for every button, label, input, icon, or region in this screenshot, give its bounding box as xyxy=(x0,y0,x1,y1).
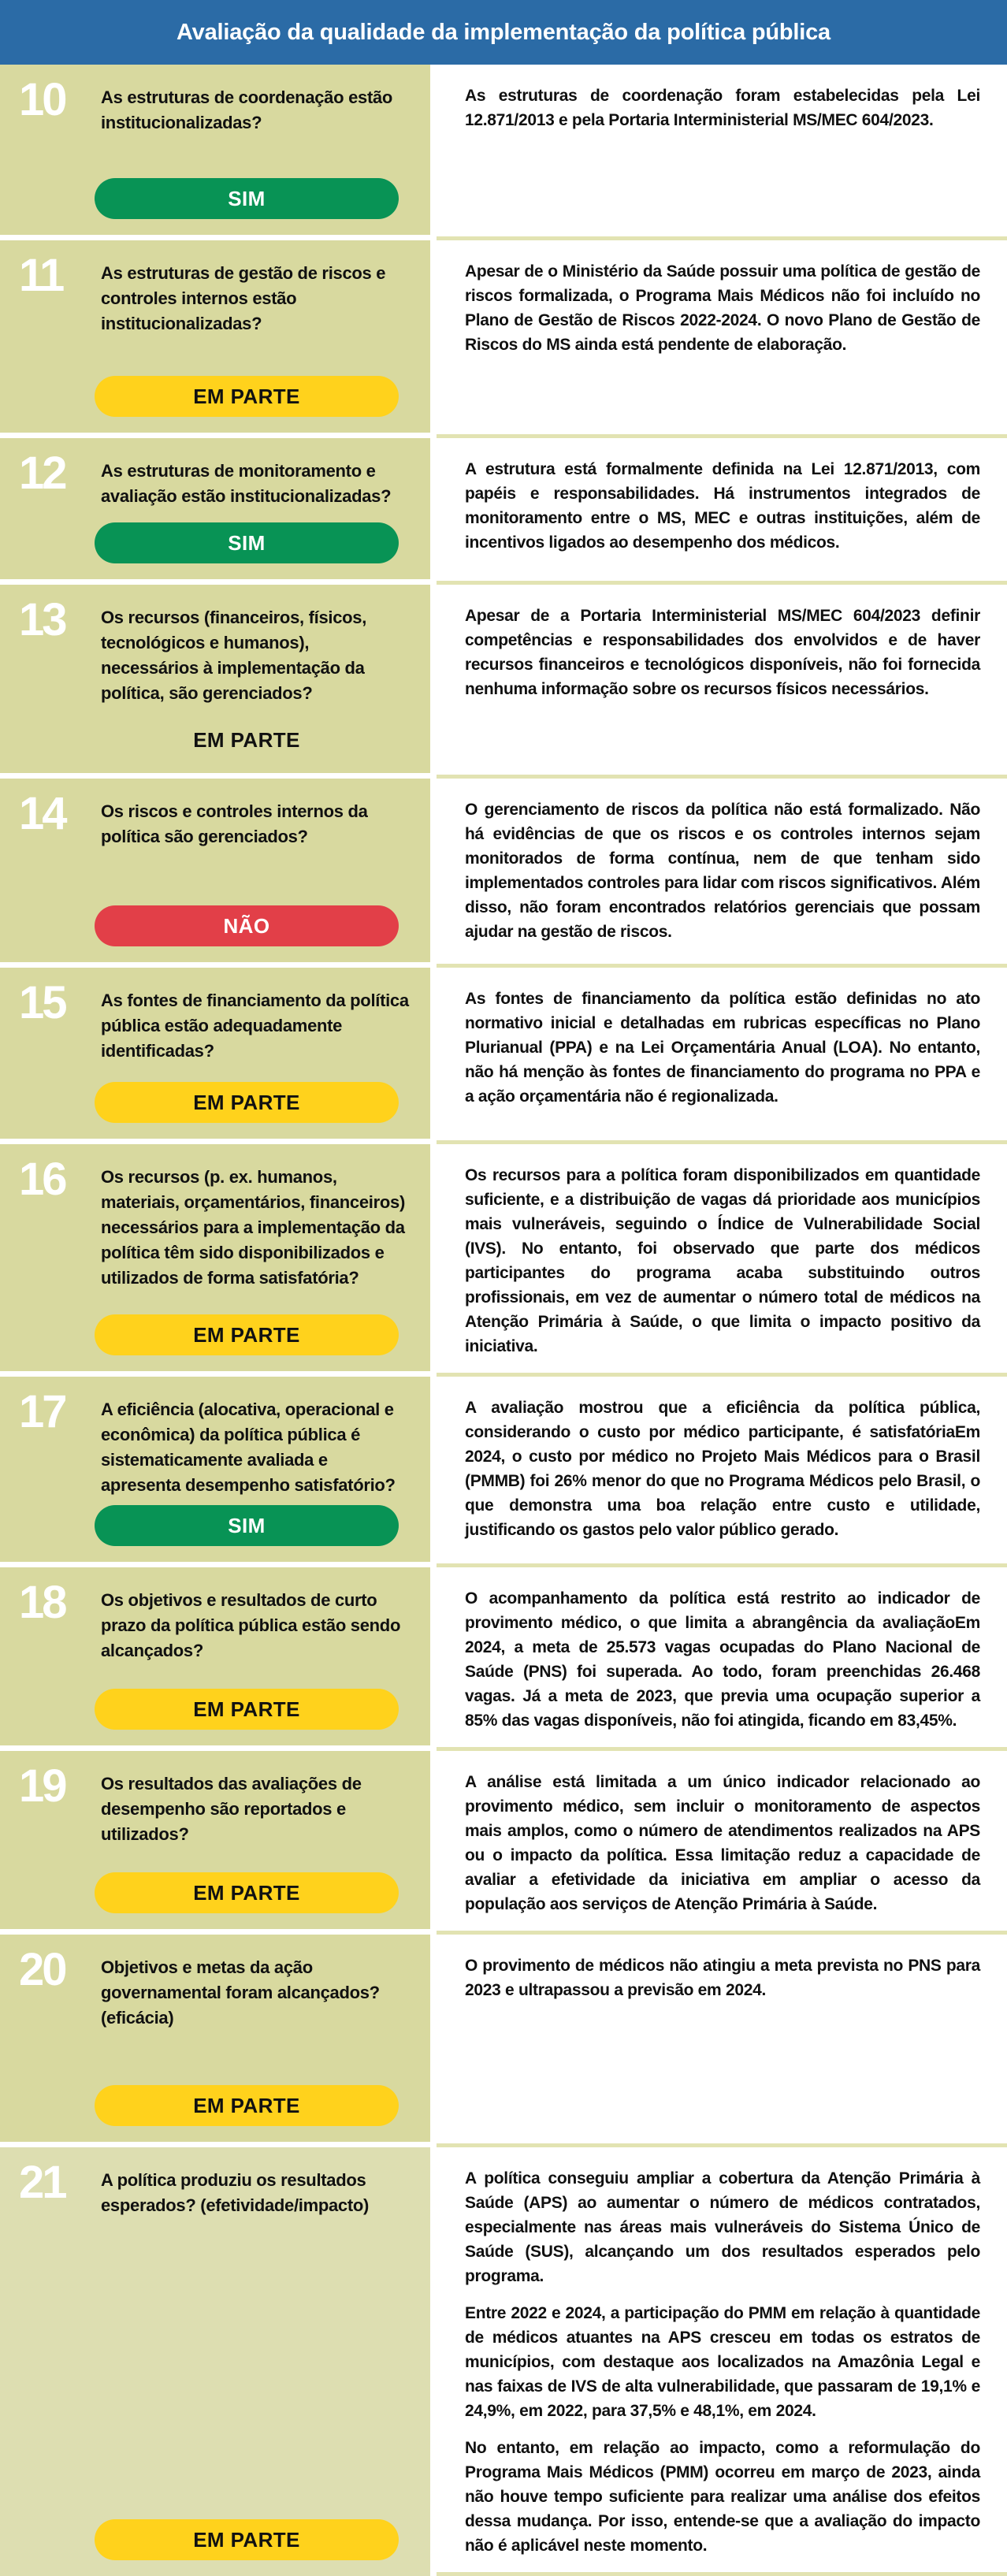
question-text: Objetivos e metas da ação governamental foram alcançados? (eficácia) xyxy=(101,1957,380,2028)
answer-cell xyxy=(437,240,1007,438)
question-number: 21 xyxy=(19,2157,65,2208)
answer-cell xyxy=(437,779,1007,968)
page-header xyxy=(0,0,1007,65)
status-badge: EM PARTE xyxy=(95,1872,399,1913)
status-badge: SIM xyxy=(95,522,399,563)
answer-paragraph: O gerenciamento de riscos da política não está formalizado. Não há evidências de que os riscos e os controles internos sejam monitorados de forma contínua, nem de que tenham sido implementados controles para lidar com riscos significativos. Além disso, não foram encontrados relatórios gerenciais que possam ajudar na gestão de riscos. xyxy=(465,801,980,941)
status-badge: EM PARTE xyxy=(95,1314,399,1355)
status-badge: SIM xyxy=(95,1505,399,1546)
evaluation-row-15 xyxy=(0,968,1007,1144)
question-number: 14 xyxy=(19,788,65,839)
evaluation-row-14 xyxy=(0,779,1007,968)
question-cell xyxy=(0,1567,430,1751)
evaluation-row-11 xyxy=(0,240,1007,438)
answer-paragraph: As estruturas de coordenação foram estabelecidas pela Lei 12.871/2013 e pela Portaria Interministerial MS/MEC 604/2023. xyxy=(465,87,980,129)
question-text: As fontes de financiamento da política pública estão adequadamente identificadas? xyxy=(101,991,409,1061)
question-text: As estruturas de coordenação estão institucionalizadas? xyxy=(101,87,393,132)
question-cell xyxy=(0,1377,430,1567)
question-text: Os riscos e controles internos da política são gerenciados? xyxy=(101,801,368,846)
question-number: 18 xyxy=(19,1577,65,1628)
question-cell xyxy=(0,1935,430,2147)
question-text: Os resultados das avaliações de desempenho são reportados e utilizados? xyxy=(101,1774,362,1844)
status-badge: EM PARTE xyxy=(95,2519,399,2560)
question-text: As estruturas de monitoramento e avaliação estão institucionalizadas? xyxy=(101,461,392,506)
evaluation-row-13 xyxy=(0,585,1007,779)
answer-cell xyxy=(437,1144,1007,1377)
question-number: 17 xyxy=(19,1386,65,1437)
question-number: 11 xyxy=(19,250,63,301)
question-cell xyxy=(0,2147,430,2576)
evaluation-row-10 xyxy=(0,65,1007,240)
answer-paragraph: A avaliação mostrou que a eficiência da política pública, considerando o custo por médico participante, é satisfatóriaEm 2024, o custo por médico no Projeto Mais Médicos para o Brasil (PMMB) foi 26% menor do que no Programa Médicos pelo Brasil, o que demonstra uma boa relação entre custo e utilidade, justificando os gastos pelo valor público gerado. xyxy=(465,1399,980,1539)
question-text: Os recursos (financeiros, físicos, tecnológicos e humanos), necessários à implementação da política, são gerenciados? xyxy=(101,608,367,703)
answer-paragraph: As fontes de financiamento da política estão definidas no ato normativo inicial e detalhadas em rubricas específicas no Plano Plurianual (PPA) e na Lei Orçamentária Anual (LOA). No entanto, não há menção às fontes de financiamento do programa no PPA e a ação orçamentária não é regionalizada. xyxy=(465,990,980,1106)
status-badge: EM PARTE xyxy=(95,376,399,417)
answer-cell xyxy=(437,1567,1007,1751)
answer-paragraph: Os recursos para a política foram disponibilizados em quantidade suficiente, e a distribuição de vagas dá prioridade aos municípios mais vulneráveis, seguindo o Índice de Vulnerabilidade Social (IVS). No entanto, foi observado que parte dos médicos participantes do programa acaba substituindo outros profissionais, em vez de aumentar o número total de médicos na Atenção Primária à Saúde, o que limita o impacto positivo da iniciativa. xyxy=(465,1166,980,1355)
question-number: 19 xyxy=(19,1760,65,1812)
answer-cell xyxy=(437,585,1007,779)
question-number: 15 xyxy=(19,977,65,1028)
answer-paragraph: Apesar de o Ministério da Saúde possuir uma política de gestão de riscos formalizada, o Programa Mais Médicos não foi incluído no Plano de Gestão de Riscos 2022-2024. O novo Plano de Gestão de Riscos do MS ainda está pendente de elaboração. xyxy=(465,262,980,354)
answer-cell xyxy=(437,65,1007,240)
status-badge: EM PARTE xyxy=(95,1082,399,1123)
answer-cell xyxy=(437,1751,1007,1935)
status-badge: EM PARTE xyxy=(95,1689,399,1730)
question-number: 10 xyxy=(19,74,65,125)
question-cell xyxy=(0,1144,430,1377)
answer-paragraph: Entre 2022 e 2024, a participação do PMM em relação à quantidade de médicos atuantes na APS cresceu em todas os estratos de municípios, com destaque aos localizados na Amazônia Legal e nas faixas de IVS de alta vulnerabilidade, que passaram de 19,1% e 24,9%, em 2022, para 37,5% e 48,1%, em 2024. xyxy=(465,2304,980,2420)
evaluation-row-20 xyxy=(0,1935,1007,2147)
question-number: 16 xyxy=(19,1154,65,1205)
status-badge: EM PARTE xyxy=(95,2085,399,2126)
evaluation-row-21 xyxy=(0,2147,1007,2576)
answer-paragraph: Apesar de a Portaria Interministerial MS/MEC 604/2023 definir competências e responsabilidades dos envolvidos e de haver recursos financeiros e tecnológicos disponíveis, não foi fornecida nenhuma informação sobre os recursos físicos necessários. xyxy=(465,607,980,698)
answer-cell xyxy=(437,1935,1007,2147)
status-badge: NÃO xyxy=(95,905,399,946)
status-badge: SIM xyxy=(95,178,399,219)
question-text: As estruturas de gestão de riscos e controles internos estão institucionalizadas? xyxy=(101,263,386,333)
answer-paragraph: O acompanhamento da política está restrito ao indicador de provimento médico, o que limita a abrangência da avaliaçãoEm 2024, a meta de 25.573 vagas ocupadas do Plano Nacional de Saúde (PNS) foi superada. Ao todo, foram preenchidas 26.468 vagas. Já a meta de 2023, que previa uma ocupação superior a 85% das vagas disponíveis, não foi atingida, ficando em 83,45%. xyxy=(465,1589,980,1730)
question-cell xyxy=(0,438,430,585)
question-number: 13 xyxy=(19,594,65,645)
question-text: A eficiência (alocativa, operacional e econômica) da política pública é sistematicamente avaliada e apresenta desempenho satisfatório? xyxy=(101,1400,396,1495)
question-cell xyxy=(0,65,430,240)
question-number: 12 xyxy=(19,448,65,499)
status-badge: EM PARTE xyxy=(193,728,300,752)
answer-cell xyxy=(437,1377,1007,1567)
question-text: Os objetivos e resultados de curto prazo da política pública estão sendo alcançados? xyxy=(101,1590,401,1660)
question-cell xyxy=(0,968,430,1144)
question-text: A política produziu os resultados esperados? (efetividade/impacto) xyxy=(101,2170,370,2215)
evaluation-row-17 xyxy=(0,1377,1007,1567)
answer-paragraph: A política conseguiu ampliar a cobertura da Atenção Primária à Saúde (APS) ao aumentar o número de médicos contratados, especialmente nas áreas mais vulneráveis do Sistema Único de Saúde (SUS), alcançando um dos resultados esperados pelo programa. xyxy=(465,2169,980,2285)
page-title: Avaliação da qualidade da implementação da política pública xyxy=(177,19,830,45)
question-cell xyxy=(0,585,430,779)
answer-paragraph: A estrutura está formalmente definida na Lei 12.871/2013, com papéis e responsabilidades. Há instrumentos integrados de monitoramento entre o MS, MEC e outras instituições, além de incentivos ligados ao desempenho dos médicos. xyxy=(465,460,980,552)
answer-cell xyxy=(437,2147,1007,2576)
answer-paragraph: O provimento de médicos não atingiu a meta prevista no PNS para 2023 e ultrapassou a previsão em 2024. xyxy=(465,1957,980,1999)
evaluation-row-12 xyxy=(0,438,1007,585)
evaluation-row-18 xyxy=(0,1567,1007,1751)
question-cell xyxy=(0,779,430,968)
answer-paragraph: A análise está limitada a um único indicador relacionado ao provimento médico, sem incluir o monitoramento de aspectos mais amplos, como o número de atendimentos realizados na APS ou o impacto da política. Essa limitação reduz a capacidade de avaliar a efetividade da iniciativa em ampliar o acesso da população aos serviços de Atenção Primária à Saúde. xyxy=(465,1773,980,1913)
answer-cell xyxy=(437,968,1007,1144)
evaluation-row-16 xyxy=(0,1144,1007,1377)
question-cell xyxy=(0,1751,430,1935)
evaluation-row-19 xyxy=(0,1751,1007,1935)
question-cell xyxy=(0,240,430,438)
answer-paragraph: No entanto, em relação ao impacto, como a reformulação do Programa Mais Médicos (PMM) ocorreu em março de 2023, ainda não houve tempo suficiente para realizar uma análise dos efeitos dessa mudança. Por isso, entende-se que a avaliação do impacto não é aplicável neste momento. xyxy=(465,2439,980,2555)
answer-cell xyxy=(437,438,1007,585)
evaluation-table xyxy=(0,65,1007,2576)
question-text: Os recursos (p. ex. humanos, materiais, orçamentários, financeiros) necessários para a implementação da política têm sido disponibilizados e utilizados de forma satisfatória? xyxy=(101,1167,405,1288)
question-number: 20 xyxy=(19,1944,65,1995)
